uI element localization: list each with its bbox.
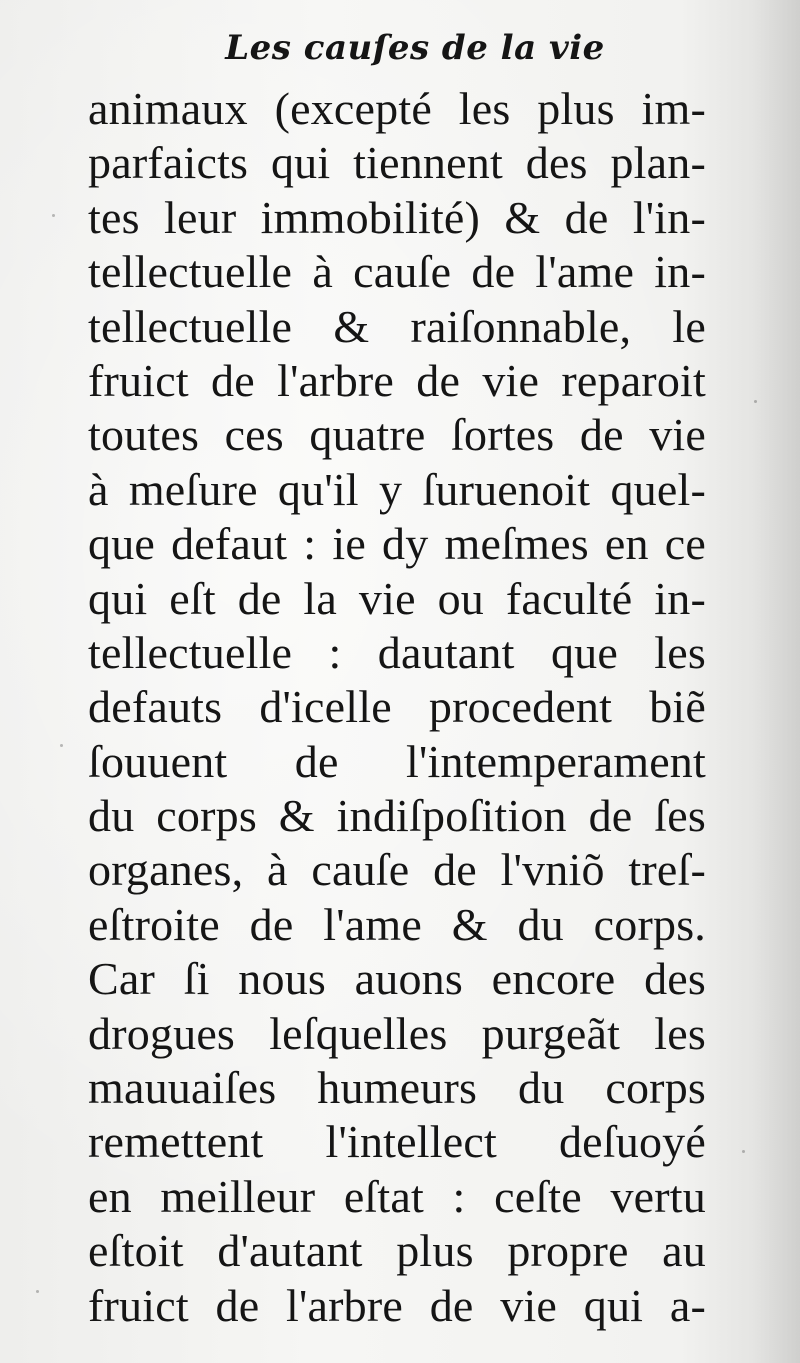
paper-speck [60,744,63,747]
text-line: eſtoit d'autant plus propre au [88,1225,706,1277]
text-line: tellectuelle & raiſonnable, le [88,300,706,352]
text-line: tellectuelle à cauſe de l'ame in- [88,246,706,298]
text-line: du corps & indiſpoſition de ſes [88,790,706,842]
text-line: organes, à cauſe de l'vniõ treſ- [88,844,706,896]
text-line: mauuaiſes humeurs du corps [88,1062,706,1114]
running-head: Les cauſes de la vie [225,28,605,68]
text-line: Car ſi nous auons encore des [88,953,706,1005]
text-line: à meſure qu'il y ſuruenoit quel- [88,463,706,515]
text-line: en meilleur eſtat : ceſte vertu [88,1170,706,1222]
paper-speck [742,1150,745,1153]
text-line: ſouuent de l'intemperament [88,735,706,787]
text-line: animaux (excepté les plus im- [88,83,706,134]
text-line: fruict de l'arbre de vie qui a- [88,1279,706,1331]
paper-speck [36,1290,39,1293]
text-line: tellectuelle : dautant que les [88,626,706,678]
text-line: toutes ces quatre ſortes de vie [88,409,706,461]
text-line: remettent l'intellect deſuoyé [88,1116,706,1168]
body-text [88,82,706,1333]
text-line: parfaicts qui tiennent des plan- [88,137,706,189]
paper-speck [52,214,55,217]
text-line: eſtroite de l'ame & du corps. [88,898,706,950]
paper-speck [754,400,757,403]
text-line: defauts d'icelle procedent biẽ [88,681,706,733]
text-line: que defaut : ie dy meſmes en ce [88,518,706,570]
text-line: fruict de l'arbre de vie reparoit [88,354,706,406]
text-line: tes leur immobilité) & de l'in- [88,191,706,243]
text-line: qui eſt de la vie ou faculté in- [88,572,706,624]
text-line: drogues leſquelles purgeãt les [88,1007,706,1059]
